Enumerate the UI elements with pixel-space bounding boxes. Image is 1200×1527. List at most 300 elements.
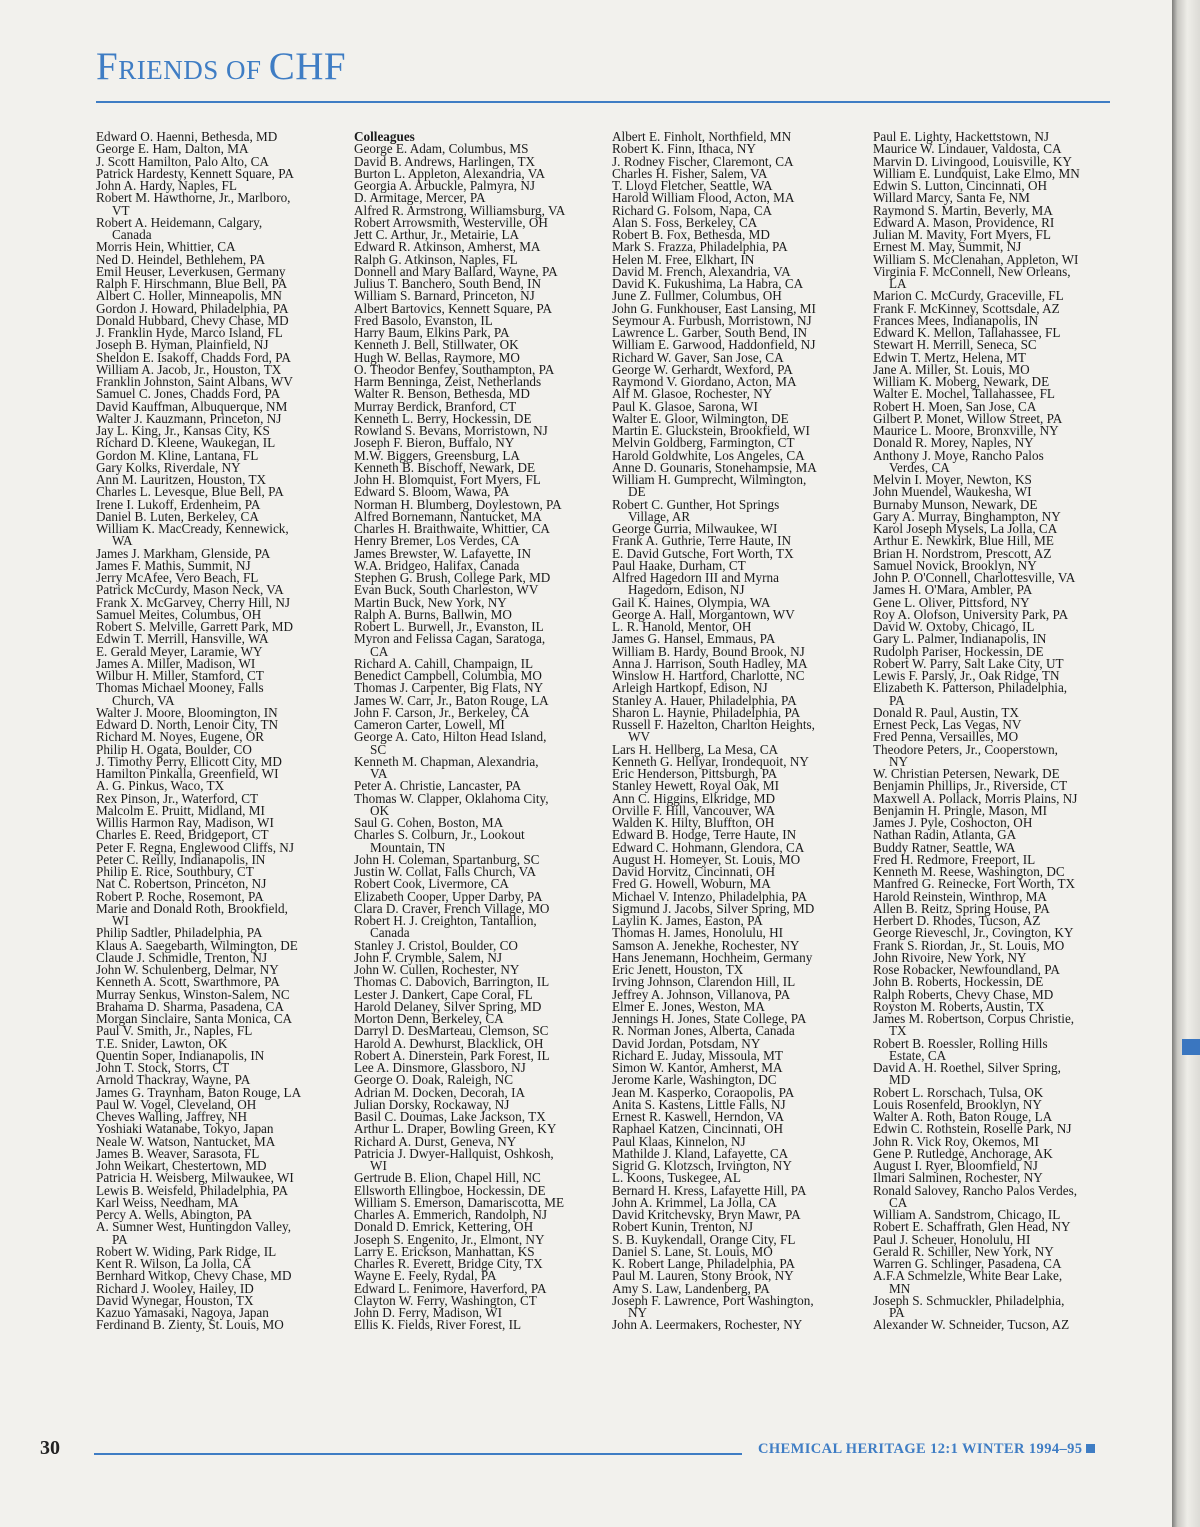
name-column-1 (96, 131, 358, 1332)
donor-entry: James Brewster, W. Lafayette, IN (354, 545, 532, 561)
entry-continuation: WV (628, 729, 650, 745)
donor-entry: Stanley A. Hauer, Philadelphia, PA (612, 692, 797, 708)
donor-entry: Melvin Goldberg, Farmington, CT (612, 435, 795, 451)
donor-entry: Frances Mees, Indianapolis, IN (873, 312, 1039, 328)
donor-entry: Harold William Flood, Acton, MA (612, 190, 795, 206)
donor-entry: K. Robert Lange, Philadelphia, PA (612, 1256, 796, 1271)
donor-entry: Joseph S. Schmuckler, Philadelphia, (873, 1292, 1065, 1308)
donor-entry: August H. Homeyer, St. Louis, MO (612, 851, 801, 867)
donor-entry: Basil C. Doumas, Lake Jackson, TX (354, 1109, 546, 1124)
donor-entry: John D. Ferry, Madison, WI (354, 1305, 502, 1320)
donor-entry: Samuel Meites, Columbus, OH (96, 606, 262, 622)
donor-entry: James B. Weaver, Sarasota, FL (96, 1145, 260, 1161)
donor-entry: Sheldon E. Isakoff, Chadds Ford, PA (96, 349, 291, 365)
donor-entry: Morris Hein, Whittier, CA (96, 239, 236, 255)
title-acronym: CHF (268, 45, 347, 88)
donor-entry: J. Franklin Hyde, Marco Island, FL (96, 325, 283, 340)
donor-entry: Richard A. Cahill, Champaign, IL (354, 655, 534, 671)
entry-continuation: SC (370, 741, 387, 757)
donor-entry: Lester J. Dankert, Cape Coral, FL (354, 986, 533, 1002)
donor-entry: John Rivoire, New York, NY (873, 949, 1027, 965)
publication-footer (758, 1441, 1095, 1458)
donor-entry: Thomas J. Carpenter, Big Flats, NY (354, 680, 544, 696)
donor-entry: W. Christian Petersen, Newark, DE (873, 766, 1060, 781)
donor-entry: Larry E. Erickson, Manhattan, KS (354, 1243, 535, 1259)
donor-entry: Raymond V. Giordano, Acton, MA (612, 374, 797, 389)
donor-entry: David Kauffman, Albuquerque, NM (96, 398, 288, 414)
entry-continuation: PA (112, 1231, 128, 1247)
donor-entry: Thomas W. Clapper, Oklahoma City, (354, 790, 549, 806)
donor-entry: Robert E. Schaffrath, Glen Head, NY (873, 1219, 1071, 1235)
donor-entry: Edward O. Haenni, Bethesda, MD (96, 129, 278, 144)
donor-entry: J. Timothy Perry, Ellicott City, MD (96, 753, 282, 769)
donor-entry: Paul K. Glasoe, Sarona, WI (612, 398, 758, 414)
donor-entry: Walter A. Roth, Baton Rouge, LA (873, 1109, 1053, 1124)
donor-entry: Patricia J. Dwyer-Hallquist, Oshkosh, (354, 1145, 554, 1161)
donor-entry: Sharon L. Haynie, Philadelphia, PA (612, 704, 801, 720)
donor-entry: Joseph B. Hyman, Plainfield, NJ (96, 337, 269, 353)
donor-entry: Paul M. Lauren, Stony Brook, NY (612, 1268, 794, 1284)
donor-entry: Peter A. Christie, Lancaster, PA (354, 778, 522, 794)
section-heading: Colleagues (354, 129, 415, 144)
donor-entry: Amy S. Law, Landenberg, PA (612, 1280, 770, 1296)
donor-entry: Harry Baum, Elkins Park, PA (354, 325, 510, 340)
donor-entry: David M. French, Alexandria, VA (612, 263, 791, 279)
donor-entry: Gary L. Palmer, Indianapolis, IN (873, 631, 1047, 647)
donor-entry: Harm Benninga, Zeist, Netherlands (354, 374, 542, 389)
donor-entry: John G. Funkhouser, East Lansing, MI (612, 300, 816, 316)
donor-entry: Richard M. Noyes, Eugene, OR (96, 729, 265, 745)
donor-entry: Charles A. Emmerich, Randolph, NJ (354, 1207, 548, 1222)
donor-entry: Quentin Soper, Indianapolis, IN (96, 1047, 265, 1063)
donor-entry: L. R. Hanold, Mentor, OH (612, 619, 752, 634)
donor-entry: Charles E. Reed, Bridgeport, CT (96, 827, 269, 843)
donor-entry: John Muendel, Waukesha, WI (873, 484, 1032, 500)
donor-entry: Hugh W. Bellas, Raymore, MO (354, 349, 520, 365)
entry-continuation: WI (112, 913, 129, 928)
donor-entry: Georgia A. Arbuckle, Palmyra, NJ (354, 178, 536, 193)
footer-rule (94, 1453, 742, 1455)
donor-entry: Raymond S. Martin, Beverly, MA (873, 202, 1053, 218)
donor-entry: James F. Mathis, Summit, NJ (96, 557, 251, 573)
donor-entry: Gordon J. Howard, Philadelphia, PA (96, 300, 289, 316)
donor-entry: John P. O'Connell, Charlottesville, VA (873, 570, 1076, 585)
donor-entry: Robert W. Parry, Salt Lake City, UT (873, 655, 1064, 671)
donor-entry: Ralph Roberts, Chevy Chase, MD (873, 986, 1054, 1002)
donor-entry: Kenneth M. Chapman, Alexandria, (354, 753, 539, 769)
donor-entry: Elizabeth Cooper, Upper Darby, PA (354, 888, 543, 904)
donor-entry: Lewis F. Parsly, Jr., Oak Ridge, TN (873, 668, 1060, 683)
donor-entry: Kenneth M. Reese, Washington, DC (873, 864, 1065, 879)
donor-entry: Eric Jenett, Houston, TX (612, 962, 744, 977)
donor-entry: Richard G. Folsom, Napa, CA (612, 202, 773, 218)
donor-entry: Claude J. Schmidle, Trenton, NJ (96, 949, 268, 965)
donor-entry: Richard D. Kleene, Waukegan, IL (96, 435, 276, 451)
entry-continuation: MN (889, 1280, 911, 1296)
donor-entry: Frank X. McGarvey, Cherry Hill, NJ (96, 594, 290, 610)
donor-entry: Alfred Bornemann, Nantucket, MA (354, 508, 542, 524)
donor-entry: Burton L. Appleton, Alexandria, VA (354, 165, 546, 181)
donor-entry: Fred Penna, Versailles, MO (873, 729, 1019, 745)
donor-entry: Murray Berdick, Branford, CT (354, 398, 517, 414)
donor-entry: A. Sumner West, Huntingdon Valley, (96, 1219, 292, 1235)
donor-entry: Frank S. Riordan, Jr., St. Louis, MO (873, 937, 1065, 953)
donor-entry: Edward A. Mason, Providence, RI (873, 214, 1055, 230)
donor-entry: Robert H. Moen, San Jose, CA (873, 398, 1037, 414)
donor-entry: Arnold Thackray, Wayne, PA (96, 1072, 251, 1088)
donor-entry: Edward L. Fenimore, Haverford, PA (354, 1280, 547, 1296)
donor-entry: Simon W. Kantor, Amherst, MA (612, 1060, 783, 1075)
donor-entry: Ned D. Heindel, Bethlehem, PA (96, 251, 266, 267)
donor-entry: William E. Garwood, Haddonfield, NJ (612, 337, 816, 353)
donor-entry: Gene P. Rutledge, Anchorage, AK (873, 1145, 1053, 1161)
donor-entry: Justin W. Collat, Falls Church, VA (354, 864, 536, 879)
donor-entry: Stanley J. Cristol, Boulder, CO (354, 937, 518, 953)
donor-entry: Julian M. Mavity, Fort Myers, FL (873, 227, 1051, 242)
donor-entry: Ellsworth Ellingboe, Hockessin, DE (354, 1182, 546, 1198)
donor-entry: Wilbur H. Miller, Stamford, CT (96, 668, 264, 683)
donor-entry: Maurice L. Moore, Bronxville, NY (873, 423, 1059, 438)
donor-entry: William H. Gumprecht, Wilmington, (612, 472, 807, 487)
donor-entry: John A. Hardy, Naples, FL (96, 178, 237, 193)
donor-entry: Stephen G. Brush, College Park, MD (354, 570, 551, 585)
donor-entry: Jerome Karle, Washington, DC (612, 1072, 777, 1088)
donor-entry: Kazuo Yamasaki, Nagoya, Japan (96, 1305, 269, 1320)
donor-entry: Henry Bremer, Los Verdes, CA (354, 533, 520, 549)
donor-entry: Russell F. Hazelton, Charlton Heights, (612, 717, 815, 732)
donor-entry: Mark S. Frazza, Philadelphia, PA (612, 239, 788, 255)
donor-entry: M.W. Biggers, Greensburg, LA (354, 447, 520, 463)
donor-entry: Harold Delaney, Silver Spring, MD (354, 998, 542, 1014)
donor-entry: A.F.A Schmelzle, White Bear Lake, (873, 1268, 1063, 1284)
donor-entry: Richard J. Wooley, Hailey, ID (96, 1280, 254, 1296)
entry-continuation: Village, AR (628, 508, 691, 524)
donor-entry: Walter J. Kauzmann, Princeton, NJ (96, 410, 282, 426)
donor-entry: Nat C. Robertson, Princeton, NJ (96, 876, 267, 892)
donor-entry: Frank F. McKinney, Scottsdale, AZ (873, 300, 1060, 316)
donor-entry: Paul Haake, Durham, CT (612, 557, 746, 573)
entry-continuation: NY (628, 1305, 648, 1320)
donor-entry: Yoshiaki Watanabe, Tokyo, Japan (96, 1121, 274, 1137)
donor-entry: Thomas Michael Mooney, Falls (96, 680, 264, 696)
donor-entry: William S. McClenahan, Appleton, WI (873, 251, 1079, 267)
donor-entry: Allen B. Reitz, Spring House, PA (873, 900, 1050, 916)
donor-entry: Alf M. Glasoe, Rochester, NY (612, 386, 773, 402)
donor-entry: Jeffrey A. Johnson, Villanova, PA (612, 986, 791, 1002)
donor-entry: John W. Schulenberg, Delmar, NY (96, 962, 279, 977)
donor-entry: George E. Ham, Dalton, MA (96, 141, 249, 157)
donor-entry: Edwin T. Merrill, Hansville, WA (96, 631, 269, 647)
donor-entry: Mathilde J. Kland, Lafayette, CA (612, 1145, 789, 1161)
donor-entry: William K. MacCready, Kennewick, (96, 521, 289, 536)
donor-entry: Ferdinand B. Zienty, St. Louis, MO (96, 1317, 284, 1333)
donor-entry: Ralph F. Hirschmann, Blue Bell, PA (96, 276, 288, 291)
donor-entry: John T. Stock, Storrs, CT (96, 1060, 230, 1075)
donor-entry: Edward D. North, Lenoir City, TN (96, 717, 279, 732)
donor-entry: Anne D. Gounaris, Stonehampsie, MA (612, 459, 817, 475)
donor-entry: Eric Henderson, Pittsburgh, PA (612, 766, 778, 781)
donor-entry: George Gurria, Milwaukee, WI (612, 521, 778, 536)
donor-entry: Robert Arrowsmith, Westerville, OH (354, 214, 548, 230)
donor-entry: Melvin I. Moyer, Newton, KS (873, 472, 1032, 487)
entry-continuation: WI (370, 1158, 387, 1173)
donor-entry: Robert C. Gunther, Hot Springs (612, 496, 780, 512)
donor-entry: David Kritchevsky, Bryn Mawr, PA (612, 1207, 801, 1222)
donor-entry: Alexander W. Schneider, Tucson, AZ (873, 1317, 1070, 1333)
donor-entry: Philip Sadtler, Philadelphia, PA (96, 925, 263, 941)
donor-entry: L. Koons, Tuskegee, AL (612, 1170, 741, 1186)
donor-entry: Robert L. Burwell, Jr., Evanston, IL (354, 619, 544, 634)
donor-entry: Brian H. Nordstrom, Prescott, AZ (873, 545, 1052, 561)
donor-entry: Marion C. McCurdy, Graceville, FL (873, 288, 1064, 304)
donor-entry: Benedict Campbell, Columbia, MO (354, 668, 542, 683)
donor-entry: Samson A. Jenekhe, Rochester, NY (612, 937, 800, 953)
donor-entry: Robert B. Fox, Bethesda, MD (612, 227, 770, 242)
donor-entry: Gene L. Oliver, Pittsford, NY (873, 594, 1030, 610)
entry-continuation: Verdes, CA (889, 459, 950, 475)
donor-entry: Edwin C. Rothstein, Roselle Park, NJ (873, 1121, 1072, 1137)
donor-entry: Roy A. Olofson, University Park, PA (873, 606, 1069, 622)
donor-entry: Kenneth G. Hellyar, Irondequoit, NY (612, 753, 809, 769)
donor-entry: William A. Sandstrom, Chicago, IL (873, 1207, 1061, 1222)
donor-entry: Robert W. Widing, Park Ridge, IL (96, 1243, 277, 1259)
donor-entry: Donald R. Paul, Austin, TX (873, 704, 1019, 720)
donor-entry: Anita S. Kastens, Little Falls, NJ (612, 1096, 786, 1112)
donor-entry: Jett C. Arthur, Jr., Metairie, LA (354, 227, 520, 242)
entry-continuation: Hagedorn, Edison, NJ (628, 582, 745, 598)
donor-entry: Robert S. Melville, Garrett Park, MD (96, 619, 294, 634)
donor-entry: Ralph A. Burns, Ballwin, MO (354, 606, 512, 622)
donor-entry: Elmer E. Jones, Weston, MA (612, 998, 765, 1014)
donor-entry: Robert M. Hawthorne, Jr., Marlboro, (96, 190, 291, 206)
donor-entry: Darryl D. DesMarteau, Clemson, SC (354, 1023, 549, 1039)
entry-continuation: NY (889, 753, 909, 769)
donor-entry: Robert A. Heidemann, Calgary, (96, 214, 263, 230)
donor-entry: Harold Reinstein, Winthrop, MA (873, 888, 1047, 904)
donor-entry: George A. Cato, Hilton Head Island, (354, 729, 547, 745)
donor-entry: June Z. Fullmer, Columbus, OH (612, 288, 782, 304)
donor-entry: Albert C. Holler, Minneapolis, MN (96, 288, 282, 304)
donor-entry: Maxwell A. Pollack, Morris Plains, NJ (873, 790, 1078, 806)
donor-entry: Raphael Katzen, Cincinnati, OH (612, 1121, 784, 1137)
donor-entry: John B. Roberts, Hockessin, DE (873, 974, 1044, 990)
entry-continuation: Canada (112, 227, 152, 242)
donor-entry: D. Armitage, Mercer, PA (354, 190, 486, 206)
donor-entry: Irving Johnson, Clarendon Hill, IL (612, 974, 796, 990)
donor-entry: David A. H. Roethel, Silver Spring, (873, 1060, 1061, 1075)
donor-entry: Theodore Peters, Jr., Cooperstown, (873, 741, 1058, 757)
donor-entry: James J. Pyle, Coshocton, OH (873, 815, 1033, 830)
donor-entry: George A. Hall, Morgantown, WV (612, 606, 795, 622)
donor-entry: Marie and Donald Roth, Brookfield, (96, 900, 288, 916)
entry-continuation: DE (628, 484, 646, 500)
donor-entry: Ralph G. Atkinson, Naples, FL (354, 251, 518, 267)
donor-entry: James M. Robertson, Corpus Christie, (873, 1011, 1075, 1026)
donor-entry: Julian Dorsky, Rockaway, NJ (354, 1096, 510, 1112)
donor-entry: Robert Kunin, Trenton, NJ (612, 1219, 754, 1235)
donor-entry: Edward R. Atkinson, Amherst, MA (354, 239, 541, 255)
donor-entry: James G. Hansel, Emmaus, PA (612, 631, 776, 647)
donor-entry: Charles L. Levesque, Blue Bell, PA (96, 484, 284, 500)
entry-continuation: VA (370, 766, 388, 781)
donor-entry: Edward K. Mellon, Tallahassee, FL (873, 325, 1061, 340)
donor-entry: Seymour A. Furbush, Morristown, NJ (612, 312, 812, 328)
donor-entry: Robert P. Roche, Rosemont, PA (96, 888, 264, 904)
donor-entry: George O. Doak, Raleigh, NC (354, 1072, 514, 1088)
donor-entry: S. B. Kuykendall, Orange City, FL (612, 1231, 796, 1247)
donor-entry: Willard Marcy, Santa Fe, NM (873, 190, 1030, 206)
donor-entry: William B. Hardy, Bound Brook, NJ (612, 643, 805, 659)
donor-entry: Anthony J. Moye, Rancho Palos (873, 447, 1044, 463)
donor-entry: Rose Robacker, Newfoundland, PA (873, 962, 1060, 977)
donor-entry: Peter C. Reilly, Indianapolis, IN (96, 851, 266, 867)
donor-entry: Richard W. Gaver, San Jose, CA (612, 349, 784, 365)
entry-continuation: MD (889, 1072, 911, 1088)
donor-entry: Philip H. Ogata, Boulder, CO (96, 741, 252, 757)
donor-entry: Thomas C. Dabovich, Barrington, IL (354, 974, 550, 990)
donor-entry: Sigmund J. Jacobs, Silver Spring, MD (612, 900, 815, 916)
donor-entry: John A. Krimmel, La Jolla, CA (612, 1194, 777, 1210)
donor-entry: Alfred Hagedorn III and Myrna (612, 570, 779, 585)
donor-entry: Michael V. Intenzo, Philadelphia, PA (612, 888, 807, 904)
donor-entry: Louis Rosenfeld, Brooklyn, NY (873, 1096, 1042, 1112)
donor-entry: Lawrence L. Garber, South Bend, IN (612, 325, 808, 340)
donor-entry: Royston M. Roberts, Austin, TX (873, 998, 1045, 1014)
donor-entry: Ellis K. Fields, River Forest, IL (354, 1317, 522, 1333)
donor-entry: Albert Bartovics, Kennett Square, PA (354, 300, 553, 316)
donor-entry: Arthur L. Draper, Bowling Green, KY (354, 1121, 557, 1137)
donor-entry: Helen M. Free, Elkhart, IN (612, 251, 755, 267)
donor-entry: Burnaby Munson, Newark, DE (873, 496, 1038, 512)
donor-entry: Virginia F. McConnell, New Orleans, (873, 263, 1071, 279)
donor-entry: Norman H. Blumberg, Doylestown, PA (354, 496, 562, 512)
donor-entry: Orville F. Hill, Vancouver, WA (612, 802, 776, 818)
donor-entry: Morton Denn, Berkeley, CA (354, 1011, 504, 1026)
donor-entry: Karol Joseph Mysels, La Jolla, CA (873, 521, 1058, 536)
page-spine (1172, 0, 1200, 1527)
donor-entry: Martin Buck, New York, NY (354, 594, 507, 610)
donor-entry: Rudolph Pariser, Hockessin, DE (873, 643, 1044, 659)
donor-entry: Jerry McAfee, Vero Beach, FL (96, 570, 259, 585)
donor-entry: David W. Oxtoby, Chicago, IL (873, 619, 1035, 634)
donor-entry: James J. Markham, Glenside, PA (96, 545, 271, 561)
donor-entry: Neale W. Watson, Nantucket, MA (96, 1133, 276, 1149)
donor-entry: Robert K. Finn, Ithaca, NY (612, 141, 756, 157)
donor-entry: Benjamin H. Pringle, Mason, MI (873, 802, 1047, 818)
donor-entry: William A. Jacob, Jr., Houston, TX (96, 361, 282, 377)
donor-entry: Winslow H. Hartford, Charlotte, NC (612, 668, 805, 683)
donor-entry: Hamilton Pinkalla, Greenfield, WI (96, 766, 279, 781)
donor-entry: Harold A. Dewhurst, Blacklick, OH (354, 1035, 544, 1051)
donor-entry: Joseph F. Lawrence, Port Washington, (612, 1292, 814, 1308)
donor-entry: Kent R. Wilson, La Jolla, CA (96, 1256, 252, 1271)
donor-entry: Herbert D. Rhodes, Tucson, AZ (873, 913, 1041, 928)
donor-entry: Jane A. Miller, St. Louis, MO (873, 361, 1030, 377)
donor-entry: Arthur E. Newkirk, Blue Hill, ME (873, 533, 1054, 549)
donor-entry: Maurice W. Lindauer, Valdosta, CA (873, 141, 1062, 157)
header-rule (96, 101, 1110, 103)
name-column-3 (612, 131, 874, 1332)
donor-entry: E. David Gutsche, Fort Worth, TX (612, 545, 794, 561)
donor-entry: W.A. Bridgeo, Halifax, Canada (354, 557, 520, 573)
donor-entry: Alfred R. Armstrong, Williamsburg, VA (354, 202, 566, 218)
donor-entry: George W. Gerhardt, Wexford, PA (612, 361, 793, 377)
donor-entry: Donald Hubbard, Chevy Chase, MD (96, 312, 289, 328)
donor-entry: John H. Blomquist, Fort Myers, FL (354, 472, 541, 487)
donor-entry: Fred Basolo, Evanston, IL (354, 312, 493, 328)
donor-entry: Ernest R. Kaswell, Herndon, VA (612, 1109, 785, 1124)
donor-entry: Marvin D. Livingood, Louisville, KY (873, 153, 1072, 169)
donor-entry: Frank A. Guthrie, Terre Haute, IN (612, 533, 792, 549)
donor-entry: Murray Senkus, Winston-Salem, NC (96, 986, 290, 1002)
entry-continuation: PA (889, 1305, 905, 1320)
donor-entry: Samuel C. Jones, Chadds Ford, PA (96, 386, 281, 402)
donor-entry: John A. Leermakers, Rochester, NY (612, 1317, 803, 1333)
donor-entry: Stewart H. Merrill, Seneca, SC (873, 337, 1037, 353)
donor-entry: Elizabeth K. Patterson, Philadelphia, (873, 680, 1068, 696)
donor-entry: David Wynegar, Houston, TX (96, 1292, 254, 1308)
donor-entry: Robert B. Roessler, Rolling Hills (873, 1035, 1048, 1051)
donor-entry: James G. Traynham, Baton Rouge, LA (96, 1084, 302, 1100)
donor-entry: O. Theodor Benfey, Southampton, PA (354, 361, 555, 377)
donor-entry: Edward C. Hohmann, Glendora, CA (612, 839, 805, 855)
donor-entry: Daniel B. Luten, Berkeley, CA (96, 508, 259, 524)
donor-entry: Walter E. Gloor, Wilmington, DE (612, 410, 789, 426)
donor-entry: Buddy Ratner, Seattle, WA (873, 839, 1016, 855)
donor-entry: John W. Cullen, Rochester, NY (354, 962, 520, 977)
donor-entry: Kenneth J. Bell, Stillwater, OK (354, 337, 519, 353)
donor-entry: Manfred G. Reinecke, Fort Worth, TX (873, 876, 1076, 892)
donor-entry: Edwin T. Mertz, Helena, MT (873, 349, 1026, 365)
donor-entry: Gary A. Murray, Binghampton, NY (873, 508, 1061, 524)
donor-entry: Klaus A. Saegebarth, Wilmington, DE (96, 937, 298, 953)
donor-entry: Hans Jenemann, Hochheim, Germany (612, 949, 813, 965)
entry-continuation: OK (370, 802, 390, 818)
donor-entry: Daniel S. Lane, St. Louis, MO (612, 1243, 773, 1259)
donor-entry: T. Lloyd Fletcher, Seattle, WA (612, 178, 773, 193)
entry-continuation: VT (112, 202, 130, 218)
square-bullet-icon (1086, 1444, 1095, 1453)
donor-entry: Jennings H. Jones, State College, PA (612, 1011, 807, 1026)
donor-entry: David Jordan, Potsdam, NY (612, 1035, 761, 1051)
donor-entry: Donald D. Emrick, Kettering, OH (354, 1219, 534, 1235)
donor-entry: Harold Goldwhite, Los Angeles, CA (612, 447, 805, 463)
donor-entry: Robert A. Dinerstein, Park Forest, IL (354, 1047, 550, 1063)
donor-entry: Ann C. Higgins, Elkridge, MD (612, 790, 776, 806)
donor-entry: J. Rodney Fischer, Claremont, CA (612, 153, 794, 169)
donor-entry: Ronald Salovey, Rancho Palos Verdes, (873, 1182, 1078, 1198)
donor-entry: Stanley Hewett, Royal Oak, MI (612, 778, 780, 794)
donor-entry: Paul E. Lighty, Hackettstown, NJ (873, 129, 1050, 144)
entry-continuation: TX (889, 1023, 907, 1039)
donor-entry: William E. Lundquist, Lake Elmo, MN (873, 165, 1080, 181)
donor-entry: Karl Weiss, Needham, MA (96, 1194, 239, 1210)
donor-entry: Arleigh Hartkopf, Edison, NJ (612, 680, 768, 696)
donor-entry: Edwin S. Lutton, Cincinnati, OH (873, 178, 1047, 193)
entry-continuation: PA (889, 692, 905, 708)
entry-continuation: CA (370, 643, 389, 659)
donor-entry: Thomas H. James, Honolulu, HI (612, 925, 784, 941)
title-smallcaps: RIENDS OF (118, 55, 269, 85)
donor-entry: Ernest Peck, Las Vegas, NV (873, 717, 1022, 732)
donor-entry: T.E. Snider, Lawton, OK (96, 1035, 228, 1051)
entry-continuation: Church, VA (112, 692, 175, 708)
donor-entry: Walden K. Hilty, Bluffton, OH (612, 815, 775, 830)
donor-entry: Saul G. Cohen, Boston, MA (354, 815, 504, 830)
donor-entry: Peter F. Regna, Englewood Cliffs, NJ (96, 839, 294, 855)
entry-continuation: Estate, CA (889, 1047, 947, 1063)
name-column-4 (873, 131, 1135, 1332)
